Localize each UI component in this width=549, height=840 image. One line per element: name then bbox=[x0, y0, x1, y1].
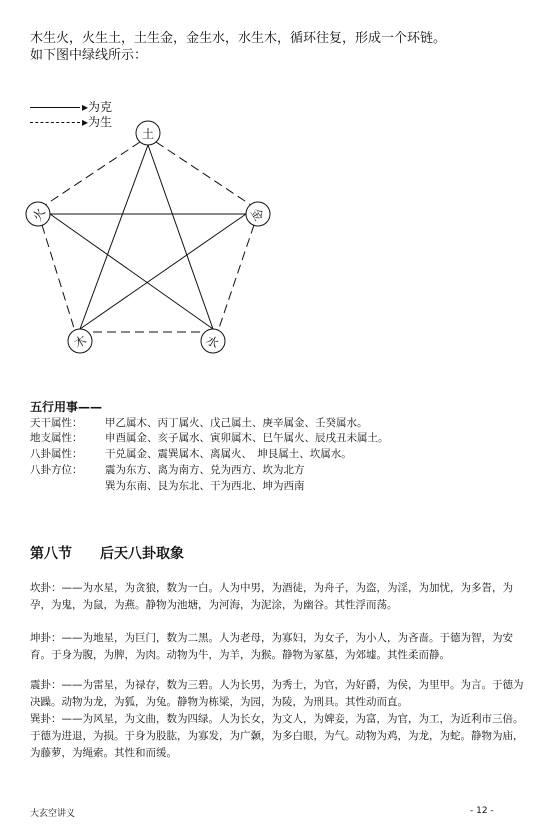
wuxing-row bbox=[30, 479, 305, 494]
sheng-line bbox=[45, 142, 140, 205]
paragraph-kan: 坎卦：——为水星，为贪狼，数为一白。人为中男，为酒徒，为舟子，为盗，为淫，为加忧，为多眚，为孕，为鬼，为鼠，为燕。静物为池塘，为河海，为泥涂，为幽谷。其性浮而荡。 bbox=[30, 582, 513, 611]
five-elements-diagram bbox=[0, 100, 549, 370]
paragraph-zhen: 震卦：——为雷星，为禄存，数为三碧。人为长男，为秀士，为官，为好爵，为侯，为里甲。为言。于德为决躁。动物为龙，为狐，为兔。静物为栋梁，为园，为陵，为刑具。其性动而直。 bbox=[30, 679, 524, 708]
section-heading bbox=[30, 543, 184, 563]
ke-line bbox=[80, 214, 246, 329]
node-earth-label: 土 bbox=[141, 127, 155, 141]
wuxing-row bbox=[30, 431, 389, 446]
ke-line bbox=[80, 145, 148, 329]
wuxing-row-value: 震为东方、离为南方、兑为西方、坎为北方 bbox=[105, 464, 305, 476]
legend-solid-label: 为克 bbox=[88, 100, 113, 114]
wuxing-row-label: 天干属性： bbox=[30, 417, 83, 429]
wuxing-row-value: 巽为东南、艮为东北、干为西北、坤为西南 bbox=[105, 480, 305, 492]
section-title: 后天八卦取象 bbox=[100, 546, 184, 562]
wuxing-row-label: 地支属性： bbox=[30, 432, 83, 444]
node-metal-label: 金 bbox=[248, 205, 267, 224]
arrow-right-icon: ▸ bbox=[82, 100, 89, 114]
wuxing-row bbox=[30, 416, 368, 431]
wuxing-row-value: 申酉属金、亥子属水、寅卯属木、巳午属火、辰戌丑未属土。 bbox=[105, 432, 389, 444]
ke-line bbox=[50, 214, 213, 329]
sheng-line bbox=[42, 225, 74, 328]
footer-page-number: - 12 - bbox=[470, 806, 494, 816]
wuxing-row bbox=[30, 447, 352, 462]
paragraph-xun: 巽卦：——为风星，为文曲，数为四绿。人为长女，为文人，为婢妾，为富，为官，为工，为近利市三倍。于德为进退，为损。于身为股肱，为寡发，为广颡，为多白眼，为气。动物为鸡，为龙，为蛇。静物为庙，为藤萝，为绳索。其性和而缓。 bbox=[30, 713, 524, 759]
paragraph-kun: 坤卦：——为地星，为巨门，数为二黑。人为老母，为寡妇，为女子，为小人，为吝啬。于德为智，为安育。于身为腹，为脾，为肉。动物为牛，为羊，为猴。静物为冢墓，为郊墟。其性柔而静。 bbox=[30, 632, 513, 661]
wuxing-row-value: 干兑属金、震巽属木、离属火、 坤艮属土、坎属水。 bbox=[105, 448, 352, 460]
wuxing-row-value: 甲乙属木、丙丁属火、戊己属土、庚辛属金、壬癸属水。 bbox=[105, 417, 368, 429]
wuxing-row bbox=[30, 463, 305, 478]
sheng-line bbox=[219, 225, 254, 328]
intro-text bbox=[30, 30, 446, 64]
wuxing-row-label: 八卦方位： bbox=[30, 464, 83, 476]
node-fire-label: 火 bbox=[29, 205, 48, 224]
wuxing-title: 五行用事—— bbox=[30, 400, 103, 414]
section-number: 第八节 bbox=[30, 546, 72, 562]
arrow-right-icon: ▸ bbox=[82, 115, 89, 129]
footer-book-title: 大玄空讲义 bbox=[30, 809, 76, 819]
ke-line bbox=[148, 145, 213, 329]
node-water-label: 水 bbox=[203, 332, 222, 351]
sheng-line bbox=[156, 142, 251, 205]
wuxing-row-label: 八卦属性： bbox=[30, 448, 83, 460]
intro-line-2: 如下图中绿线所示： bbox=[30, 48, 148, 63]
legend-dashed-label: 为生 bbox=[88, 115, 113, 129]
node-wood-label: 木 bbox=[71, 332, 90, 351]
intro-line-1: 木生火，火生土，土生金，金生水，水生木，循环往复，形成一个环链。 bbox=[30, 31, 447, 46]
